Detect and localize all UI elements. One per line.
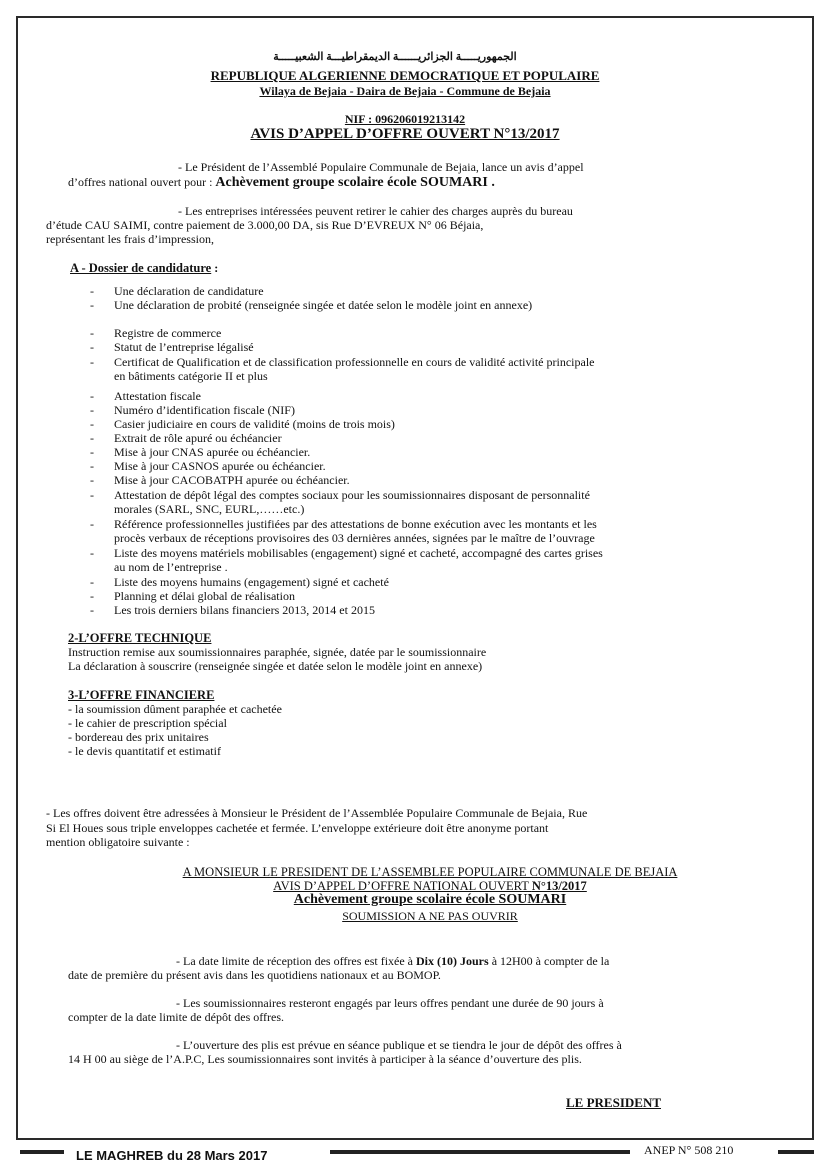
address-line-1: - Les offres doivent être adressées à Monsieur le Président de l’Assemblée Populaire Communale de Bejaia, Rue	[46, 806, 588, 820]
bullet-dash: -	[90, 517, 94, 531]
list-item-text: Mise à jour CACOBATPH apurée ou échéancier.	[114, 473, 350, 487]
section-2-heading	[68, 631, 211, 645]
section-2-title: 2-L’OFFRE TECHNIQUE	[68, 631, 212, 645]
bullet-dash: -	[90, 389, 94, 403]
deadline-line-1	[176, 954, 609, 968]
address-line-3: mention obligatoire suivante :	[46, 835, 190, 849]
envelope-project: Achèvement groupe scolaire école SOUMARI	[293, 892, 567, 907]
nif-number: NIF : 096206019213142	[344, 112, 466, 126]
signature: LE PRESIDENT	[566, 1095, 661, 1110]
intro-line-1: - Le Président de l’Assemblé Populaire Communale de Bejaia, lance un avis d’appel	[178, 160, 584, 174]
list-item: - le devis quantitatif et estimatif	[68, 744, 221, 758]
list-item-text: Liste des moyens matériels mobilisables (engagement) signé et cacheté, accompagné des cartes grises	[114, 546, 603, 560]
bullet-dash: -	[90, 603, 94, 617]
footer-rule-left	[20, 1150, 64, 1154]
project-name: Achèvement groupe scolaire école SOUMARI .	[215, 175, 495, 190]
list-item-text: Liste des moyens humains (engagement) signé et cacheté	[114, 575, 389, 589]
list-item: - bordereau des prix unitaires	[68, 730, 209, 744]
bullet-dash: -	[90, 575, 94, 589]
list-item-text: Statut de l’entreprise légalisé	[114, 340, 254, 354]
list-item-text: au nom de l’entreprise .	[114, 560, 228, 574]
list-item-text: Planning et délai global de réalisation	[114, 589, 295, 603]
bullet-dash: -	[90, 589, 94, 603]
section-a-colon: :	[211, 261, 219, 275]
section-a-heading	[70, 261, 218, 275]
list-item-text: Attestation de dépôt légal des comptes sociaux pour les soumissionnaires disposant de personnalité	[114, 488, 590, 502]
bullet-dash: -	[90, 298, 94, 312]
envelope-notice-number: N°13/2017	[531, 879, 587, 893]
deadline-suffix: à 12H00 à compter de la	[488, 954, 610, 968]
list-item-text: Une déclaration de candidature	[114, 284, 264, 298]
republic-title: REPUBLIQUE ALGERIENNE DEMOCRATIQUE ET POPULAIRE	[210, 68, 600, 83]
opening-line-2: 14 H 00 au siège de l’A.P.C, Les soumissionnaires sont invités à participer à la séance d’ouverture des plis.	[68, 1052, 582, 1066]
list-item-text: Extrait de rôle apuré ou échéancier	[114, 431, 282, 445]
intro-p2-line-2: d’étude CAU SAIMI, contre paiement de 3.000,00 DA, sis Rue D’EVREUX N° 06 Béjaia,	[46, 218, 484, 232]
intro-line-2	[68, 175, 495, 190]
envelope-notice	[90, 879, 770, 893]
section-2-line-1: Instruction remise aux soumissionnaires paraphée, signée, datée par le soumissionnaire	[68, 645, 487, 659]
bullet-dash: -	[90, 459, 94, 473]
wilaya-line: Wilaya de Bejaia - Daira de Bejaia - Commune de Bejaia	[259, 84, 551, 98]
bullet-dash: -	[90, 403, 94, 417]
bullet-dash: -	[90, 340, 94, 354]
bullet-dash: -	[90, 417, 94, 431]
section-2-line-2: La déclaration à souscrire (renseignée singée et datée selon le modèle joint en annexe)	[68, 659, 483, 673]
list-item-text: Certificat de Qualification et de classification professionnelle en cours de validité activité principale	[114, 355, 595, 369]
envelope-warning: SOUMISSION A NE PAS OUVRIR	[342, 909, 518, 923]
address-line-2: Si El Houes sous triple enveloppes cachetée et fermée. L’enveloppe extérieure doit être anonyme portant	[46, 821, 549, 835]
footer-rule-middle	[330, 1150, 630, 1154]
notice-title: AVIS D’APPEL D’OFFRE OUVERT N°13/2017	[250, 126, 560, 142]
list-item-text: Casier judiciaire en cours de validité (moins de trois mois)	[114, 417, 395, 431]
newspaper-credit: LE MAGHREB du 28 Mars 2017	[76, 1148, 268, 1163]
bullet-dash: -	[90, 326, 94, 340]
bullet-dash: -	[90, 473, 94, 487]
intro-line-2-prefix: d’offres national ouvert pour :	[68, 175, 213, 189]
bullet-dash: -	[90, 355, 94, 369]
anep-number: ANEP N° 508 210	[644, 1143, 734, 1157]
bullet-dash: -	[90, 546, 94, 560]
envelope-recipient: A MONSIEUR LE PRESIDENT DE L’ASSEMBLEE POPULAIRE COMMUNALE DE BEJAIA	[182, 865, 678, 879]
list-item-text: Numéro d’identification fiscale (NIF)	[114, 403, 295, 417]
deadline-days: Dix (10) Jours	[416, 954, 489, 968]
engagement-line-2: compter de la date limite de dépôt des offres.	[68, 1010, 285, 1024]
list-item-text: morales (SARL, SNC, EURL,……etc.)	[114, 502, 305, 516]
list-item-text: Une déclaration de probité (renseignée singée et datée selon le modèle joint en annexe)	[114, 298, 533, 312]
bullet-dash: -	[90, 445, 94, 459]
list-item-text: Référence professionnelles justifiées par des attestations de bonne exécution avec les montants et les	[114, 517, 597, 531]
bullet-dash: -	[90, 488, 94, 502]
section-3-heading	[68, 688, 214, 702]
list-item: - le cahier de prescription spécial	[68, 716, 227, 730]
engagement-line-1: - Les soumissionnaires resteront engagés par leurs offres pendant une durée de 90 jours à	[176, 996, 604, 1010]
bullet-dash: -	[90, 431, 94, 445]
list-item-text: Registre de commerce	[114, 326, 222, 340]
list-item-text: Les trois derniers bilans financiers 2013, 2014 et 2015	[114, 603, 375, 617]
section-3-title: 3-L’OFFRE FINANCIERE	[68, 688, 215, 702]
list-item-text: procès verbaux de réceptions provisoires des 03 dernières années, signées par le maître de l’ouvrage	[114, 531, 595, 545]
list-item-text: en bâtiments catégorie II et plus	[114, 369, 268, 383]
intro-p2-line-1: - Les entreprises intéressées peuvent retirer le cahier des charges auprès du bureau	[178, 204, 573, 218]
list-item-text: Mise à jour CNAS apurée ou échéancier.	[114, 445, 311, 459]
list-item: - la soumission dûment paraphée et cachetée	[68, 702, 282, 716]
footer-rule-right	[778, 1150, 814, 1154]
deadline-line-2: date de première du présent avis dans les quotidiens nationaux et au BOMOP.	[68, 968, 441, 982]
section-a-title: A - Dossier de candidature	[70, 261, 212, 275]
opening-line-1: - L’ouverture des plis est prévue en séance publique et se tiendra le jour de dépôt des offres à	[176, 1038, 622, 1052]
arabic-header: الجمهوريـــــة الجزائريــــــة الديمقراطيـــة الشعبيـــــة	[273, 51, 517, 63]
deadline-prefix: - La date limite de réception des offres est fixée à	[176, 954, 417, 968]
intro-p2-line-3: représentant les frais d’impression,	[46, 232, 214, 246]
envelope-notice-prefix: AVIS D’APPEL D’OFFRE NATIONAL OUVERT	[273, 879, 532, 893]
bullet-dash: -	[90, 284, 94, 298]
list-item-text: Attestation fiscale	[114, 389, 201, 403]
list-item-text: Mise à jour CASNOS apurée ou échéancier.	[114, 459, 326, 473]
